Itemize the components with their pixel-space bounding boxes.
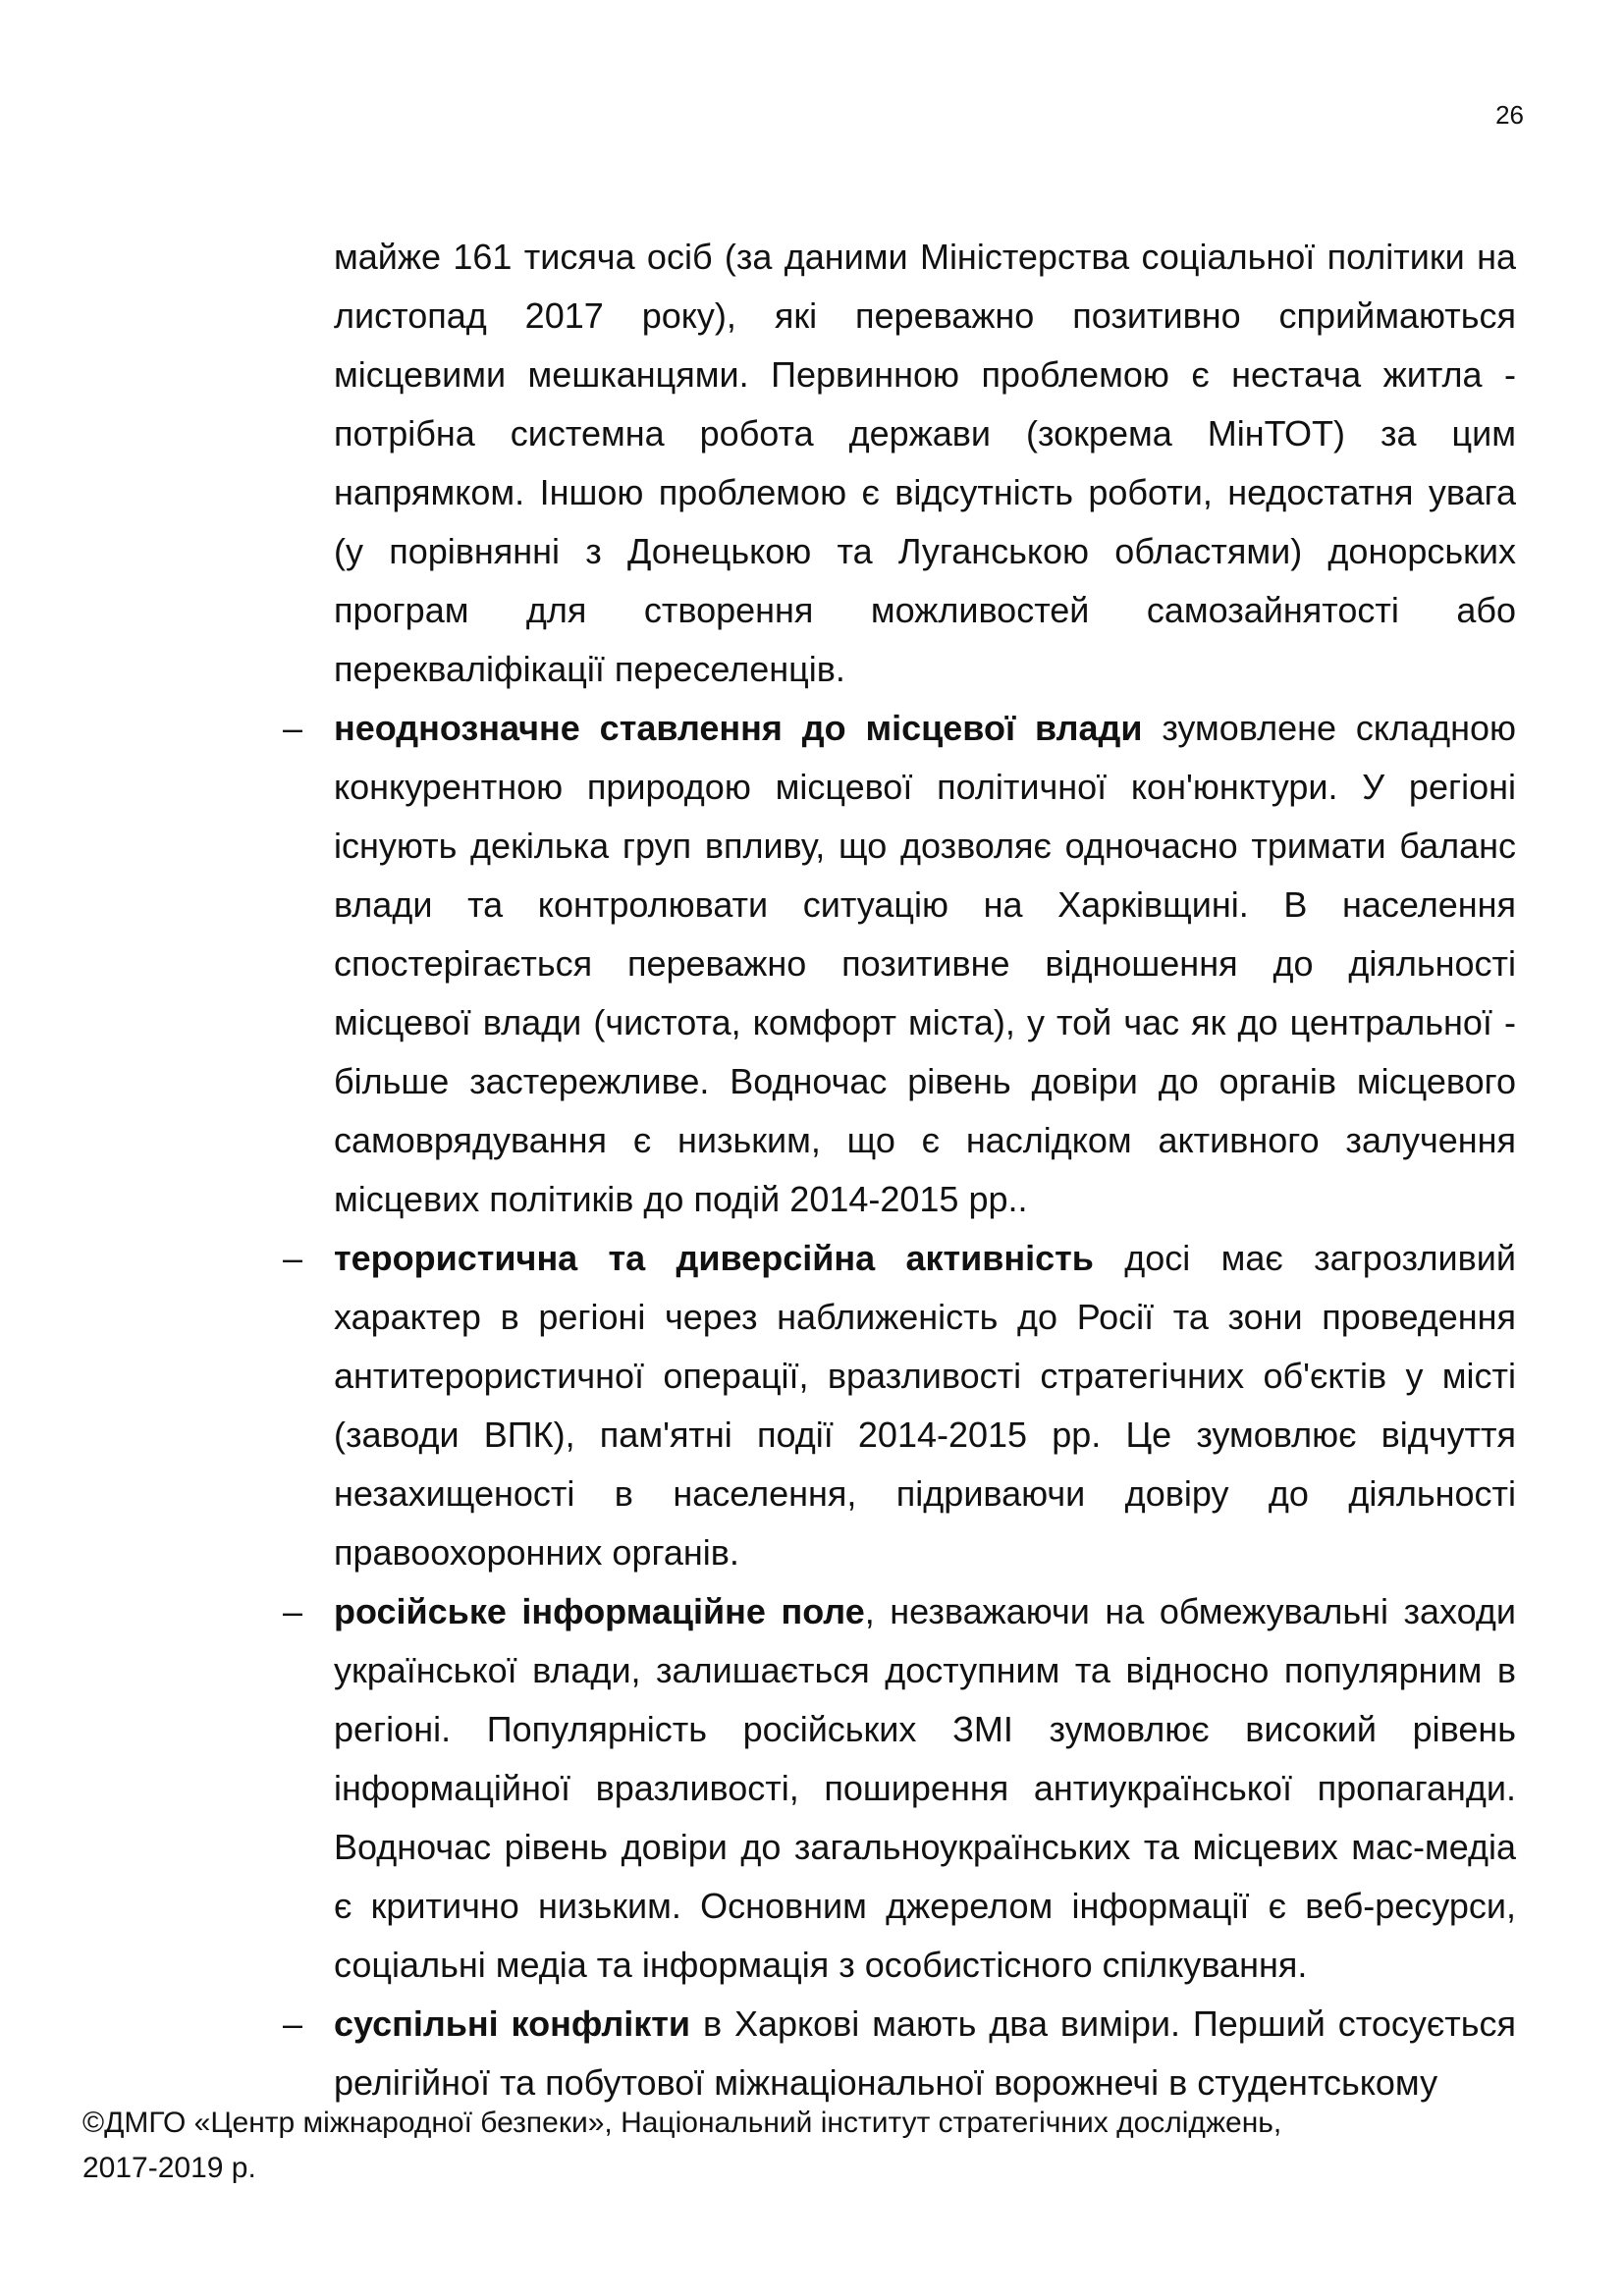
page-number: 26 bbox=[1495, 100, 1524, 130]
dash-bullet-icon: – bbox=[283, 1591, 303, 1631]
footer bbox=[82, 2101, 1555, 2191]
intro-paragraph: майже 161 тисяча осіб (за даними Міністерства соціальної політики на листопад 2017 року), які переважно позитивно сприймаються місцевими мешканцями. Первинною проблемою є нестача житла - потрібна системна робота держави (зокрема МінТОТ) за цим напрямком. Іншою проблемою є відсутність роботи, недостатня увага (у порівнянні з Донецькою та Луганською областями) донорських програм для створення можливостей самозайнятості або перекваліфікації переселенців. bbox=[334, 237, 1516, 689]
item-term: російське інформаційне поле bbox=[334, 1591, 865, 1631]
item-term: суспільні конфлікти bbox=[334, 2003, 691, 2044]
item-text: зумовлене складною конкурентною природою місцевої політичної кон'юнктури. У регіоні існують декілька груп впливу, що дозволяє одночасно тримати баланс влади та контролювати ситуацію на Харківщині. В населення спостерігається переважно позитивне відношення до діяльності місцевої влади (чистота, комфорт міста), у той час як до центральної - більше застережливе. Водночас рівень довіри до органів місцевого самоврядування є низьким, що є наслідком активного залучення місцевих політиків до подій 2014-2015 рр.. bbox=[334, 708, 1516, 1219]
bullet-list bbox=[283, 699, 1516, 2112]
item-text: в Харкові мають два виміри. Перший стосується релігійної та побутової міжнаціональної ворожнечі в студентському bbox=[334, 2003, 1516, 2103]
item-text: , незважаючи на обмежувальні заходи української влади, залишається доступним та відносно популярним в регіоні. Популярність російських ЗМІ зумовлює високий рівень інформаційної вразливості, поширення антиукраїнської пропаганди. Водночас рівень довіри до загальноукраїнських та місцевих мас-медіа є критично низьким. Основним джерелом інформації є веб-ресурси, соціальні медіа та інформація з особистісного спілкування. bbox=[334, 1591, 1516, 1985]
list-item bbox=[283, 1995, 1516, 2112]
list-item bbox=[283, 1229, 1516, 1582]
list-item bbox=[283, 1582, 1516, 1995]
footer-years-line: 2017-2019 р. bbox=[82, 2152, 256, 2184]
footer-copyright-line: ©ДМГО «Центр міжнародної безпеки», Національний інститут стратегічних досліджень, bbox=[82, 2107, 1282, 2139]
dash-bullet-icon: – bbox=[283, 2003, 303, 2044]
item-text: досі має загрозливий характер в регіоні через наближеність до Росії та зони проведення антитерористичної операції, вразливості стратегічних об'єктів у місті (заводи ВПК), пам'ятні події 2014-2015 рр. Це зумовлює відчуття незахищеності в населення, підриваючи довіру до діяльності правоохоронних органів. bbox=[334, 1238, 1516, 1573]
item-term: неоднозначне ставлення до місцевої влади bbox=[334, 708, 1143, 748]
dash-bullet-icon: – bbox=[283, 1238, 303, 1278]
document-body bbox=[283, 228, 1516, 2112]
list-item bbox=[283, 699, 1516, 1229]
dash-bullet-icon: – bbox=[283, 708, 303, 748]
item-term: терористична та диверсійна активність bbox=[334, 1238, 1094, 1278]
